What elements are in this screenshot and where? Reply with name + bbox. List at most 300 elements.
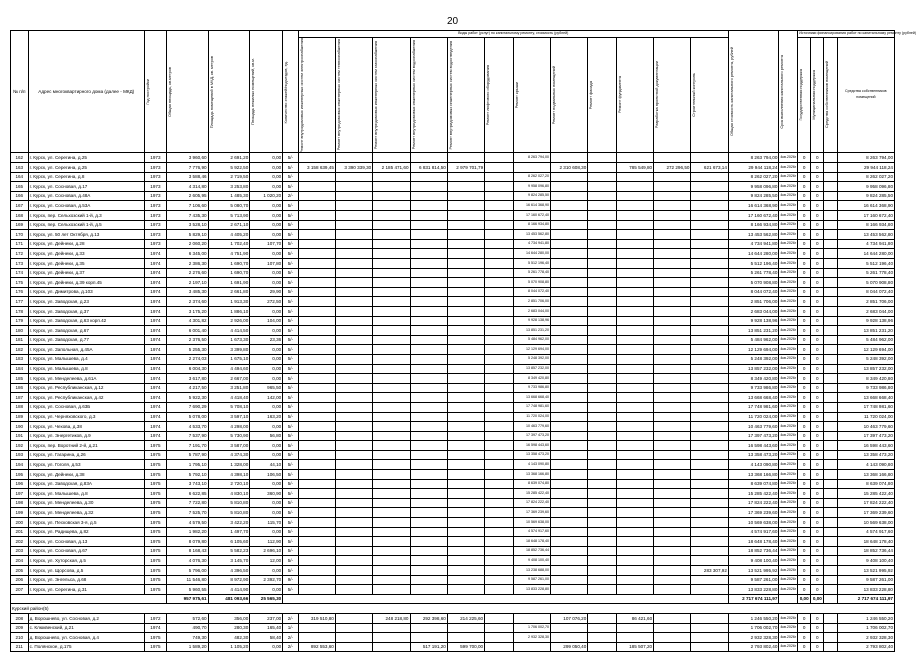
row-work-cost-1 (298, 508, 335, 518)
row-work-cost-10 (616, 239, 653, 249)
row-work-cost-11 (654, 345, 691, 355)
row-work-cost-8 (550, 249, 587, 259)
row-deadline: 4кв.2026г (779, 287, 798, 297)
row-deadline: 4кв.2026г (779, 527, 798, 537)
row-address: д. Ворошнево, ул. Сосновая, д.2 (28, 613, 144, 623)
table-row (11, 633, 895, 643)
row-work-cost-1 (298, 585, 335, 595)
row-address: с. Полянское, д.175 (28, 642, 144, 652)
row-work-cost-9 (588, 566, 617, 576)
row-work-cost-11 (654, 575, 691, 585)
row-year: 1974 (144, 278, 166, 288)
row-nonres-area: 0,00 (250, 479, 283, 489)
row-work-cost-10 (616, 566, 653, 576)
row-address: г. Курск, ул. Заводская, д.67 (28, 326, 144, 336)
row-work-cost-8 (550, 393, 587, 403)
row-fund-3: 10 463 779,60 (837, 422, 894, 432)
row-fund-2: 0 (811, 422, 824, 432)
row-total-area: 2 274,03 (166, 354, 208, 364)
row-fund-empty (824, 556, 837, 566)
row-res-area: 4 405,20 (208, 230, 250, 240)
row-work-cost-2 (335, 422, 372, 432)
row-work-cost-7: 18 852 736,44 (513, 546, 550, 556)
row-work-cost-4 (410, 623, 447, 633)
row-total-cost: 29 944 118,24 (728, 163, 779, 173)
row-deadline: 4кв.2026г (779, 623, 798, 633)
row-work-cost-3 (373, 297, 410, 307)
row-work-cost-10 (616, 297, 653, 307)
header-fund-4: Средства собственников помещений (837, 37, 894, 153)
row-work-cost-8 (550, 383, 587, 393)
header-work-6: Ремонт лифтового оборудования (485, 64, 491, 126)
row-work-cost-2 (335, 470, 372, 480)
row-nonres-area: 0,00 (250, 172, 283, 182)
row-floors: 5/- (283, 316, 298, 326)
row-work-cost-11 (654, 566, 691, 576)
row-year: 1972 (144, 613, 166, 623)
row-floors: 5/- (283, 201, 298, 211)
row-fund-empty (824, 268, 837, 278)
row-work-cost-10 (616, 479, 653, 489)
row-work-cost-1 (298, 211, 335, 221)
row-work-cost-4 (410, 297, 447, 307)
row-num: 197 (11, 489, 29, 499)
row-address: г. Курск, ул. Менделеева, д.32 (28, 508, 144, 518)
row-total-area: 7 537,90 (166, 431, 208, 441)
row-nonres-area: 107,80 (250, 259, 283, 269)
subtotal-nonres-area: 25 565,30 (250, 594, 283, 604)
row-fund-1: 0 (798, 230, 811, 240)
row-work-cost-12 (691, 268, 728, 278)
row-work-cost-12: 621 673,14 (691, 163, 728, 173)
row-work-cost-6 (485, 585, 514, 595)
row-work-cost-2 (335, 460, 372, 470)
row-work-cost-3 (373, 249, 410, 259)
row-work-cost-4 (410, 450, 447, 460)
row-year: 1975 (144, 518, 166, 528)
row-work-cost-3 (373, 575, 410, 585)
row-fund-empty (824, 527, 837, 537)
row-work-cost-10 (616, 498, 653, 508)
row-year: 1974 (144, 364, 166, 374)
row-work-cost-8 (550, 470, 587, 480)
row-work-cost-2 (335, 220, 372, 230)
row-num: 173 (11, 259, 29, 269)
row-fund-2: 0 (811, 479, 824, 489)
row-work-cost-7: 5 248 392,00 (513, 354, 550, 364)
row-work-cost-11 (654, 431, 691, 441)
row-num: 191 (11, 431, 29, 441)
row-work-cost-11 (654, 259, 691, 269)
row-nonres-area: 29,90 (250, 287, 283, 297)
row-address: г. Курск, ул. Гагарина, д.26 (28, 450, 144, 460)
row-total-cost: 1 246 550,20 (728, 613, 779, 623)
row-work-cost-9 (588, 537, 617, 547)
row-fund-3: 2 932 328,30 (837, 633, 894, 643)
row-work-cost-9 (588, 191, 617, 201)
row-fund-2: 0 (811, 518, 824, 528)
row-work-cost-10 (616, 182, 653, 192)
row-floors: 5/- (283, 249, 298, 259)
row-work-cost-1 (298, 566, 335, 576)
row-work-cost-10 (616, 249, 653, 259)
row-total-cost: 17 748 981,60 (728, 402, 779, 412)
row-deadline: 4кв.2026г (779, 230, 798, 240)
row-fund-3: 17 160 672,40 (837, 211, 894, 221)
row-nonres-area: 965,50 (250, 383, 283, 393)
row-deadline: 4кв.2026г (779, 470, 798, 480)
row-work-cost-7: 8 349 420,80 (513, 374, 550, 384)
row-fund-1: 0 (798, 412, 811, 422)
row-work-cost-9 (588, 498, 617, 508)
row-fund-1: 0 (798, 633, 811, 643)
row-year: 1973 (144, 201, 166, 211)
row-fund-2: 0 (811, 450, 824, 460)
row-deadline: 4кв.2026г (779, 354, 798, 364)
row-work-cost-9 (588, 211, 617, 221)
row-fund-1: 0 (798, 450, 811, 460)
row-address: г. Курск, ул. Запольная, д.45А (28, 345, 144, 355)
row-work-cost-8 (550, 306, 587, 316)
row-floors: 5/- (283, 335, 298, 345)
row-year: 1973 (144, 211, 166, 221)
subtotal-total-cost: 2 717 674 111,97 (728, 594, 779, 604)
row-fund-3: 4 574 917,60 (837, 527, 894, 537)
row-work-cost-3 (373, 220, 410, 230)
row-work-cost-3 (373, 211, 410, 221)
row-fund-empty (824, 623, 837, 633)
row-res-area: 3 251,80 (208, 383, 250, 393)
row-work-cost-10 (616, 431, 653, 441)
row-nonres-area: 0,00 (250, 441, 283, 451)
row-floors: 5/- (283, 489, 298, 499)
row-nonres-area: 237,00 (250, 613, 283, 623)
row-work-cost-7: 8 166 934,80 (513, 220, 550, 230)
header-fund-2: Муниципальная поддержка (811, 70, 817, 120)
row-year: 1973 (144, 172, 166, 182)
row-fund-2: 0 (811, 412, 824, 422)
row-work-cost-4 (410, 268, 447, 278)
row-address: г. Курск, ул. Чехова, д.38 (28, 422, 144, 432)
row-address: г. Курск, ул. Заводская, д.63 корп.42 (28, 316, 144, 326)
row-fund-1: 0 (798, 537, 811, 547)
row-address: г. Курск, ул. Заводская, д.37 (28, 306, 144, 316)
row-fund-1: 0 (798, 374, 811, 384)
row-deadline: 4кв.2026г (779, 172, 798, 182)
row-work-cost-4 (410, 479, 447, 489)
row-fund-1: 0 (798, 431, 811, 441)
row-work-cost-7: 9 587 261,00 (513, 575, 550, 585)
row-work-cost-11: 272 296,50 (654, 163, 691, 173)
row-work-cost-7: 13 833 228,80 (513, 585, 550, 595)
row-fund-1: 0 (798, 566, 811, 576)
row-address: г. Курск, ул. Черняховского, д.3 (28, 412, 144, 422)
row-fund-2: 0 (811, 249, 824, 259)
row-nonres-area: 1 020,20 (250, 191, 283, 201)
row-num: 202 (11, 537, 29, 547)
row-work-cost-6 (485, 364, 514, 374)
row-work-cost-3 (373, 537, 410, 547)
row-work-cost-12 (691, 383, 728, 393)
table-row (11, 364, 895, 374)
row-work-cost-10 (616, 470, 653, 480)
row-work-cost-3 (373, 354, 410, 364)
row-total-area: 4 314,80 (166, 182, 208, 192)
row-num: 172 (11, 249, 29, 259)
row-year: 1975 (144, 489, 166, 499)
row-work-cost-7: 4 143 090,80 (513, 460, 550, 470)
row-work-cost-1 (298, 345, 335, 355)
row-year: 1975 (144, 527, 166, 537)
row-work-cost-11 (654, 326, 691, 336)
row-res-area: 2 691,20 (208, 153, 250, 163)
row-work-cost-9 (588, 201, 617, 211)
row-work-cost-6 (485, 191, 514, 201)
row-work-cost-8 (550, 479, 587, 489)
row-res-area: 4 414,90 (208, 585, 250, 595)
row-num: 209 (11, 623, 29, 633)
row-work-cost-11 (654, 633, 691, 643)
row-work-cost-11 (654, 489, 691, 499)
row-work-cost-8: 299 050,40 (550, 642, 587, 652)
row-work-cost-5 (447, 364, 484, 374)
row-num: 186 (11, 383, 29, 393)
row-work-cost-5 (447, 345, 484, 355)
row-total-area: 5 255,30 (166, 345, 208, 355)
row-work-cost-12 (691, 201, 728, 211)
row-work-cost-8 (550, 335, 587, 345)
row-res-area: 2 671,10 (208, 220, 250, 230)
row-work-cost-11 (654, 613, 691, 623)
row-work-cost-10 (616, 441, 653, 451)
row-address: г. Курск, ул. Дейнеки, д.35 (28, 259, 144, 269)
row-num: 204 (11, 556, 29, 566)
table-row (11, 182, 895, 192)
row-fund-3: 13 368 166,80 (837, 470, 894, 480)
row-fund-3: 17 397 473,20 (837, 431, 894, 441)
row-work-cost-9 (588, 383, 617, 393)
header-total-area: Общая площадь, кв.метров (166, 66, 172, 117)
row-floors: 2/- (283, 642, 298, 652)
row-work-cost-1 (298, 268, 335, 278)
row-work-cost-8 (550, 422, 587, 432)
row-floors: 5/- (283, 239, 298, 249)
row-work-cost-12 (691, 537, 728, 547)
row-year: 1974 (144, 383, 166, 393)
row-fund-empty (824, 508, 837, 518)
row-year: 1975 (144, 479, 166, 489)
row-fund-2: 0 (811, 508, 824, 518)
row-total-cost: 5 070 908,80 (728, 278, 779, 288)
row-total-cost: 15 285 422,40 (728, 489, 779, 499)
row-res-area: 4 298,00 (208, 422, 250, 432)
row-work-cost-11 (654, 211, 691, 221)
row-num: 183 (11, 354, 29, 364)
row-num: 170 (11, 230, 29, 240)
row-fund-2: 0 (811, 431, 824, 441)
row-fund-2: 0 (811, 527, 824, 537)
row-fund-3: 9 587 261,00 (837, 575, 894, 585)
row-year: 1974 (144, 259, 166, 269)
row-work-cost-4 (410, 402, 447, 412)
row-deadline: 4кв.2026г (779, 364, 798, 374)
row-work-cost-2 (335, 383, 372, 393)
row-work-cost-7: 2 683 044,00 (513, 306, 550, 316)
row-total-area: 2 605,95 (166, 191, 208, 201)
row-work-cost-6 (485, 450, 514, 460)
row-work-cost-3 (373, 441, 410, 451)
row-work-cost-11 (654, 383, 691, 393)
row-fund-empty (824, 335, 837, 345)
row-num: 205 (11, 566, 29, 576)
row-work-cost-4 (410, 374, 447, 384)
row-address: г. Курск, ул. Заводская, д.23 (28, 297, 144, 307)
row-fund-empty (824, 450, 837, 460)
row-fund-empty (824, 575, 837, 585)
row-work-cost-12 (691, 153, 728, 163)
row-fund-empty (824, 402, 837, 412)
header-work-10: Ремонт фундамента (616, 76, 622, 114)
row-work-cost-7: 2 932 328,30 (513, 633, 550, 643)
table-row (11, 201, 895, 211)
table-row (11, 153, 895, 163)
row-fund-3: 13 851 231,20 (837, 326, 894, 336)
row-work-cost-12 (691, 259, 728, 269)
row-fund-3: 8 166 934,80 (837, 220, 894, 230)
row-work-cost-8 (550, 364, 587, 374)
row-work-cost-8 (550, 566, 587, 576)
row-fund-1: 0 (798, 345, 811, 355)
row-work-cost-2 (335, 316, 372, 326)
row-work-cost-4 (410, 508, 447, 518)
row-work-cost-8: 2 310 608,30 (550, 163, 587, 173)
row-work-cost-7: 8 639 074,80 (513, 479, 550, 489)
header-work-7: Ремонт крыши (513, 81, 519, 109)
row-work-cost-11 (654, 518, 691, 528)
row-total-cost: 16 598 443,60 (728, 441, 779, 451)
row-floors: 5/- (283, 306, 298, 316)
row-work-cost-7: 5 512 196,40 (513, 259, 550, 269)
row-work-cost-8 (550, 450, 587, 460)
row-work-cost-9 (588, 508, 617, 518)
row-deadline: 4кв.2026г (779, 326, 798, 336)
row-work-cost-11 (654, 316, 691, 326)
row-total-area: 2 376,50 (166, 335, 208, 345)
row-fund-empty (824, 498, 837, 508)
row-nonres-area: 165,40 (250, 623, 283, 633)
row-work-cost-3 (373, 287, 410, 297)
row-work-cost-12 (691, 402, 728, 412)
row-work-cost-7: 5 484 962,00 (513, 335, 550, 345)
row-work-cost-7: 4 734 941,80 (513, 239, 550, 249)
row-work-cost-5 (447, 172, 484, 182)
row-work-cost-7 (513, 163, 550, 173)
row-work-cost-5 (447, 393, 484, 403)
row-work-cost-2 (335, 268, 372, 278)
row-work-cost-11 (654, 201, 691, 211)
row-work-cost-4 (410, 585, 447, 595)
row-fund-empty (824, 326, 837, 336)
row-work-cost-8 (550, 575, 587, 585)
row-num: 169 (11, 220, 29, 230)
row-work-cost-6 (485, 633, 514, 643)
row-year: 1974 (144, 345, 166, 355)
row-work-cost-2: 3 390 339,30 (335, 163, 372, 173)
row-year: 1975 (144, 575, 166, 585)
row-work-cost-1 (298, 182, 335, 192)
subtotal-fund-1: 0,00 (798, 594, 811, 604)
row-work-cost-4 (410, 546, 447, 556)
row-fund-empty (824, 354, 837, 364)
row-floors: 2/- (283, 191, 298, 201)
row-work-cost-1 (298, 239, 335, 249)
row-work-cost-4 (410, 239, 447, 249)
row-work-cost-9 (588, 306, 617, 316)
table-row (11, 239, 895, 249)
row-work-cost-4 (410, 345, 447, 355)
row-total-area: 4 301,82 (166, 316, 208, 326)
row-floors: 5/- (283, 220, 298, 230)
row-work-cost-11 (654, 220, 691, 230)
row-work-cost-9 (588, 268, 617, 278)
row-work-cost-3: 248 218,80 (373, 613, 410, 623)
row-work-cost-12 (691, 575, 728, 585)
row-work-cost-6 (485, 575, 514, 585)
row-work-cost-3: 2 185 471,60 (373, 163, 410, 173)
row-address: г. Курск, пер. Сельхозский 1-й, д.5 (28, 220, 144, 230)
row-fund-2: 0 (811, 306, 824, 316)
table-row (11, 402, 895, 412)
row-work-cost-7: 10 463 779,60 (513, 422, 550, 432)
row-address: г. Курск, ул. 50 лет Октября, д.13 (28, 230, 144, 240)
row-work-cost-6 (485, 316, 514, 326)
row-work-cost-3 (373, 585, 410, 595)
table-row (11, 422, 895, 432)
row-work-cost-6 (485, 163, 514, 173)
row-work-cost-5 (447, 316, 484, 326)
header-num: № п/п (11, 31, 29, 153)
table-row (11, 498, 895, 508)
row-year: 1974 (144, 297, 166, 307)
row-address: г. Курск, ул. Энергетиков, д.9 (28, 431, 144, 441)
row-nonres-area: 0,00 (250, 326, 283, 336)
row-address: г. Курск, ул. Сосновая, д.13 (28, 537, 144, 547)
row-work-cost-11 (654, 479, 691, 489)
row-work-cost-4 (410, 306, 447, 316)
row-total-cost: 2 851 706,00 (728, 297, 779, 307)
row-work-cost-4 (410, 470, 447, 480)
row-work-cost-9 (588, 479, 617, 489)
row-fund-1: 0 (798, 153, 811, 163)
row-nonres-area: 0,00 (250, 230, 283, 240)
row-work-cost-4 (410, 431, 447, 441)
row-work-cost-6 (485, 556, 514, 566)
row-fund-1: 0 (798, 402, 811, 412)
row-fund-3: 5 070 908,80 (837, 278, 894, 288)
row-work-cost-7: 4 574 917,60 (513, 527, 550, 537)
row-fund-1: 0 (798, 518, 811, 528)
row-work-cost-8 (550, 441, 587, 451)
row-total-cost: 10 463 779,60 (728, 422, 779, 432)
row-total-cost: 13 851 231,20 (728, 326, 779, 336)
row-total-area: 7 776,90 (166, 163, 208, 173)
row-work-cost-1 (298, 450, 335, 460)
row-fund-empty (824, 306, 837, 316)
row-work-cost-12 (691, 633, 728, 643)
row-num: 182 (11, 345, 29, 355)
row-res-area: 4 374,30 (208, 450, 250, 460)
row-work-cost-5 (447, 326, 484, 336)
